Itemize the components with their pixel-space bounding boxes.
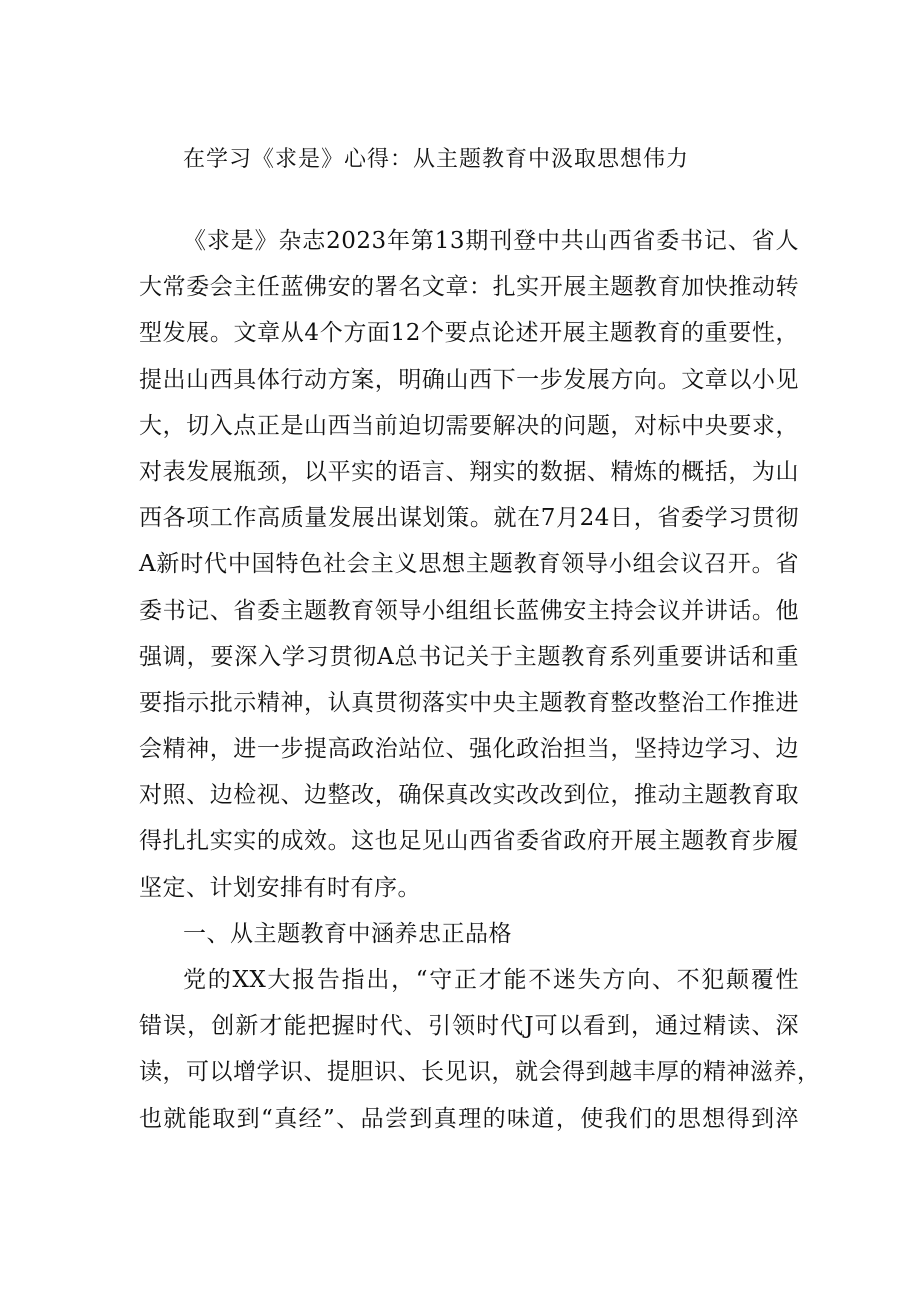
body-line: 错误，创新才能把握时代、引领时代J可以看到，通过精读、深 (139, 1013, 799, 1040)
body-line: 要指示批示精神，认真贯彻落实中央主题教育整改整治工作推进 (139, 689, 799, 716)
body-line: 读，可以增学识、提胆识、长见识，就会得到越丰厚的精神滋养， (139, 1059, 821, 1086)
body-line: 西各项工作高质量发展出谋划策。就在7月24日，省委学习贯彻 (139, 505, 799, 532)
body-line: 大，切入点正是山西当前迫切需要解决的问题，对标中央要求， (139, 412, 799, 439)
document-body (139, 224, 821, 1148)
body-line: 会精神，进一步提高政治站位、强化政治担当，坚持边学习、边 (139, 736, 799, 763)
body-line: 也就能取到“真经”、品尝到真理的味道，使我们的思想得到淬 (139, 1105, 799, 1132)
body-line: 党的XX大报告指出，“守正才能不迷失方向、不犯颠覆性 (183, 967, 799, 993)
body-line: 对表发展瓶颈，以平实的语言、翔实的数据、精炼的概括，为山 (139, 458, 799, 485)
body-line: A新时代中国特色社会主义思想主题教育领导小组会议召开。省 (139, 551, 799, 578)
body-line: 委书记、省委主题教育领导小组组长蓝佛安主持会议并讲话。他 (139, 597, 799, 624)
body-line: 型发展。文章从4个方面12个要点论述开展主题教育的重要性， (139, 320, 799, 347)
body-line: 坚定、计划安排有时有序。 (139, 874, 421, 901)
section-heading: 一、从主题教育中涵养忠正品格 (183, 920, 512, 947)
body-line: 对照、边检视、边整改，确保真改实改改到位，推动主题教育取 (139, 782, 799, 809)
body-line: 《求是》杂志2023年第13期刊登中共山西省委书记、省人 (183, 228, 799, 254)
body-line: 大常委会主任蓝佛安的署名文章：扎实开展主题教育加快推动转 (139, 274, 799, 301)
body-line: 得扎扎实实的成效。这也足见山西省委省政府开展主题教育步履 (139, 828, 799, 855)
body-line: 强调，要深入学习贯彻A总书记关于主题教育系列重要讲话和重 (139, 643, 799, 670)
document-title: 在学习《求是》心得：从主题教育中汲取思想伟力 (183, 147, 690, 172)
body-line: 提出山西具体行动方案，明确山西下一步发展方向。文章以小见 (139, 366, 799, 393)
